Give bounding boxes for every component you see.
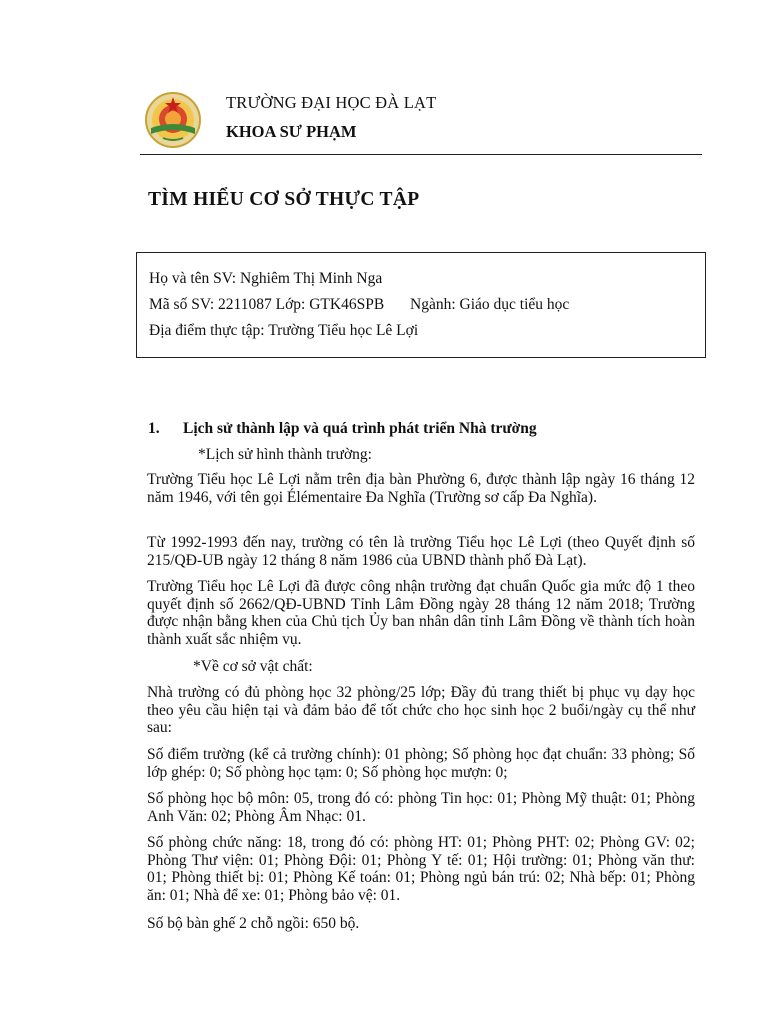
class-label: Lớp:	[275, 296, 306, 313]
major-value: Giáo dục tiểu học	[459, 296, 570, 313]
paragraph-function-rooms: Số phòng chức năng: 18, trong đó có: phòng HT: 01; Phòng PHT: 02; Phòng GV: 02; Phòng Thư viện: 01; Phòng Đội: 01; Phòng Y tế: 01; Hội trường: 01; Phòng văn thư: 01; Phòng thiết bị: 01; Phòng Kế toán: 01; Phòng ngủ bán trú: 02; Nhà bếp: 01; Phòng ăn: 01; Nhà để xe: 01; Phòng bảo vệ: 01.	[147, 834, 695, 904]
header-divider	[140, 154, 702, 155]
section-number: 1.	[148, 420, 160, 437]
student-info-box	[136, 252, 706, 358]
document-title: TÌM HIỂU CƠ SỞ THỰC TẬP	[148, 189, 420, 210]
location-label: Địa điểm thực tập:	[149, 322, 265, 339]
location-value: Trường Tiểu học Lê Lợi	[268, 322, 419, 339]
id-label: Mã số SV:	[149, 296, 215, 313]
section-title: Lịch sử thành lập và quá trình phát triển Nhà trường	[183, 420, 537, 437]
major-label: Ngành:	[410, 296, 456, 313]
paragraph-founding: Trường Tiểu học Lê Lợi nằm trên địa bàn Phường 6, được thành lập ngày 16 tháng 12 năm 1946, với tên gọi Élémentaire Đa Nghĩa (Trường sơ cấp Đa Nghĩa).	[147, 471, 695, 506]
university-seal-logo	[145, 92, 201, 148]
student-name-line	[149, 270, 382, 288]
paragraph-renaming: Từ 1992-1993 đến nay, trường có tên là trường Tiểu học Lê Lợi (theo Quyết định số 215/QĐ-UB ngày 12 tháng 8 năm 1986 của UBND thành phố Đà Lạt).	[147, 534, 695, 569]
facility-heading: *Về cơ sở vật chất:	[193, 658, 313, 675]
internship-location-line	[149, 322, 418, 340]
paragraph-accreditation: Trường Tiểu học Lê Lợi đã được công nhận trường đạt chuẩn Quốc gia mức độ 1 theo quyết định số 2662/QĐ-UBND Tỉnh Lâm Đồng ngày 28 tháng 12 năm 2018; Trường được nhận bằng khen của Chủ tịch Ủy ban nhân dân tỉnh Lâm Đồng về thành tích hoàn thành xuất sắc nhiệm vụ.	[147, 578, 695, 648]
faculty-name: KHOA SƯ PHẠM	[226, 122, 357, 141]
class-value: GTK46SPB	[309, 296, 385, 313]
id-value: 2211087	[218, 296, 272, 313]
paragraph-desks: Số bộ bàn ghế 2 chỗ ngồi: 650 bộ.	[147, 915, 360, 932]
student-id-line	[149, 296, 569, 314]
paragraph-facility-overview: Nhà trường có đủ phòng học 32 phòng/25 lớp; Đầy đủ trang thiết bị phục vụ dạy học theo yêu cầu hiện tại và đảm bảo để tốt chức cho học sinh học 2 buổi/ngày cụ thể như sau:	[147, 684, 695, 736]
name-label: Họ và tên SV:	[149, 270, 237, 287]
name-value: Nghiêm Thị Minh Nga	[239, 270, 383, 287]
paragraph-subject-rooms: Số phòng học bộ môn: 05, trong đó có: phòng Tin học: 01; Phòng Mỹ thuật: 01; Phòng Anh Văn: 02; Phòng Âm Nhạc: 01.	[147, 790, 695, 825]
paragraph-classrooms: Số điểm trường (kể cả trường chính): 01 phòng; Số phòng học đạt chuẩn: 33 phòng; Số lớp ghép: 0; Số phòng học tạm: 0; Số phòng học mượn: 0;	[147, 746, 695, 781]
history-heading: *Lịch sử hình thành trường:	[198, 446, 372, 463]
university-name: TRƯỜNG ĐẠI HỌC ĐÀ LẠT	[226, 93, 437, 112]
